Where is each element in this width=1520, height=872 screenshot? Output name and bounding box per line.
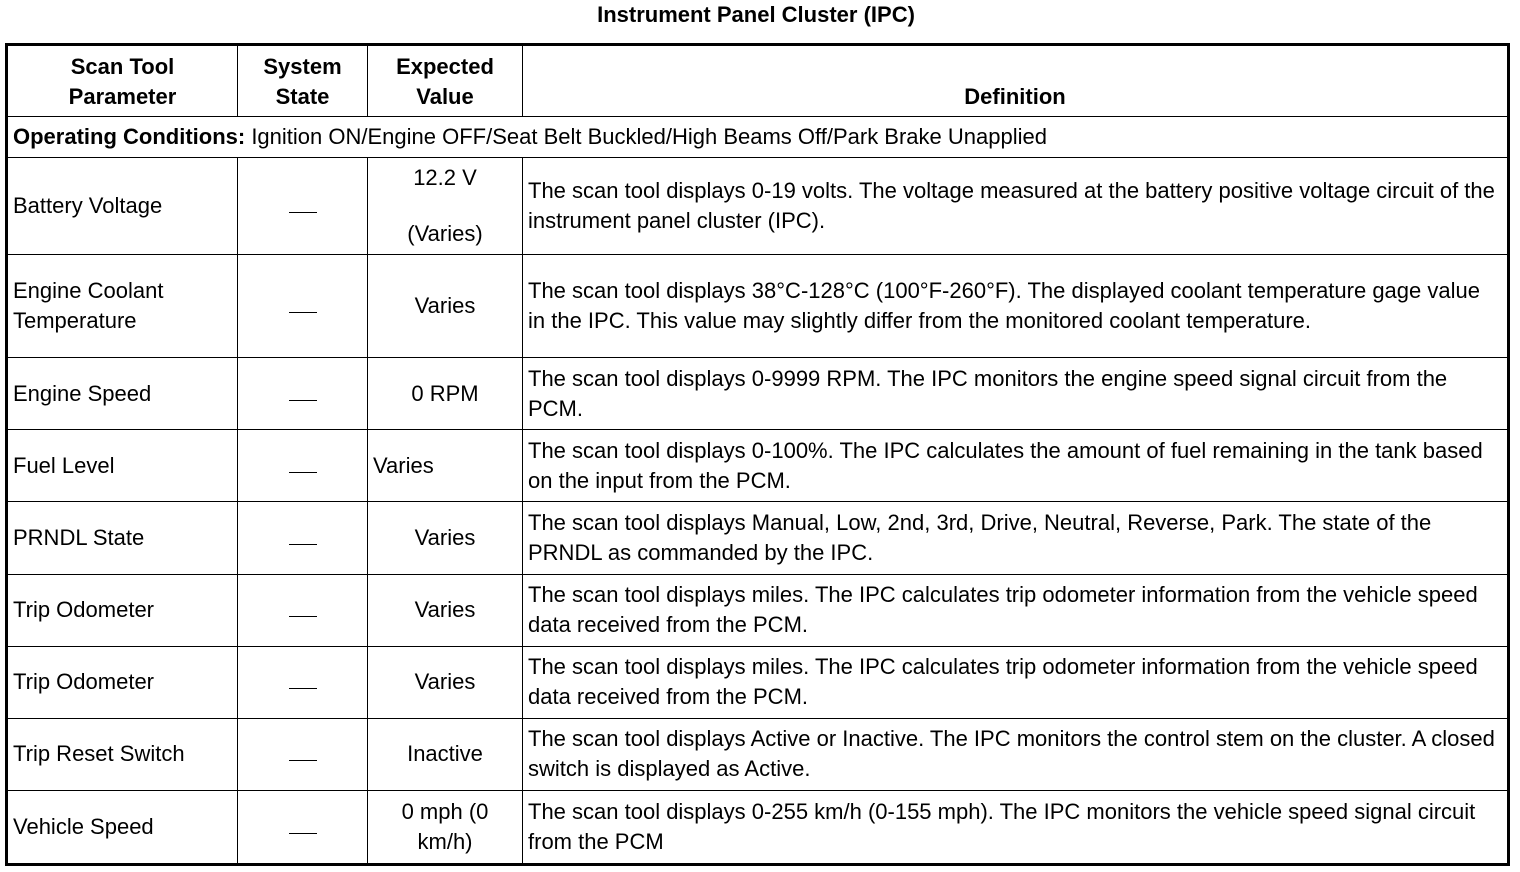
header-param-line2: Parameter: [68, 84, 177, 109]
ipc-parameter-table: [5, 43, 1510, 866]
operating-conditions: [7, 117, 1509, 158]
expected-value-cell: Inactive: [368, 718, 523, 790]
header-state-line2: State: [275, 84, 330, 109]
table-row: [7, 574, 1509, 646]
expected-value-cell: Varies: [368, 255, 523, 358]
expected-value-cell: Varies: [368, 430, 523, 502]
table-row: [7, 158, 1509, 255]
system-state-cell: [238, 358, 368, 430]
param-cell: Trip Odometer: [7, 574, 238, 646]
system-state-cell: [238, 158, 368, 255]
header-expected-line2: Value: [416, 84, 474, 109]
expected-value-note: (Varies): [407, 221, 483, 247]
header-param-line1: Scan Tool: [70, 54, 175, 79]
definition-cell: The scan tool displays miles. The IPC calculates trip odometer information from the vehicle speed data received from the PCM.: [523, 646, 1509, 718]
system-state-cell: [238, 430, 368, 502]
table-row: [7, 255, 1509, 358]
param-cell: Trip Odometer: [7, 646, 238, 718]
operating-conditions-label: Operating Conditions:: [13, 124, 246, 150]
table-row: [7, 718, 1509, 790]
expected-value: 12.2 V: [413, 165, 477, 191]
table-row: [7, 502, 1509, 574]
param-cell: PRNDL State: [7, 502, 238, 574]
definition-cell: The scan tool displays miles. The IPC calculates trip odometer information from the vehicle speed data received from the PCM.: [523, 574, 1509, 646]
expected-value-cell: Varies: [368, 574, 523, 646]
table-row: [7, 358, 1509, 430]
header-state-line1: System: [263, 54, 342, 79]
system-state-cell: [238, 718, 368, 790]
table-row: [7, 790, 1509, 864]
header-system-state: [238, 45, 368, 117]
system-state-cell: [238, 646, 368, 718]
system-state-cell: [238, 255, 368, 358]
definition-cell: The scan tool displays Manual, Low, 2nd, 3rd, Drive, Neutral, Reverse, Park. The state of the PRNDL as commanded by the IPC.: [523, 502, 1509, 574]
param-cell: Fuel Level: [7, 430, 238, 502]
header-row: [7, 45, 1509, 117]
definition-cell: The scan tool displays 0-100%. The IPC calculates the amount of fuel remaining in the tank based on the input from the PCM.: [523, 430, 1509, 502]
definition-cell: The scan tool displays 38°C-128°C (100°F-260°F). The displayed coolant temperature gage value in the IPC. This value may slightly differ from the monitored coolant temperature.: [523, 255, 1509, 358]
table-row: [7, 430, 1509, 502]
param-cell: Vehicle Speed: [7, 790, 238, 864]
em-dash: [289, 312, 317, 313]
em-dash: [289, 833, 317, 834]
header-definition: Definition: [523, 45, 1509, 117]
system-state-cell: [238, 574, 368, 646]
em-dash: [289, 472, 317, 473]
expected-value-cell: 0 RPM: [368, 358, 523, 430]
header-scan-tool-parameter: [7, 45, 238, 117]
definition-cell: The scan tool displays Active or Inactive. The IPC monitors the control stem on the cluster. A closed switch is displayed as Active.: [523, 718, 1509, 790]
definition-cell: The scan tool displays 0-9999 RPM. The IPC monitors the engine speed signal circuit from the PCM.: [523, 358, 1509, 430]
expected-value-cell: 0 mph (0 km/h): [368, 790, 523, 864]
expected-value-cell: Varies: [368, 502, 523, 574]
header-expected-value: [368, 45, 523, 117]
operating-conditions-row: [7, 117, 1509, 158]
system-state-cell: [238, 790, 368, 864]
operating-conditions-text: Ignition ON/Engine OFF/Seat Belt Buckled/High Beams Off/Park Brake Unapplied: [245, 124, 1047, 150]
em-dash: [289, 544, 317, 545]
definition-cell: The scan tool displays 0-255 km/h (0-155 mph). The IPC monitors the vehicle speed signal circuit from the PCM: [523, 790, 1509, 864]
expected-value-cell: [368, 158, 523, 255]
param-cell: Battery Voltage: [7, 158, 238, 255]
param-cell: Engine Speed: [7, 358, 238, 430]
em-dash: [289, 212, 317, 213]
table-row: [7, 646, 1509, 718]
table-title: Instrument Panel Cluster (IPC): [597, 2, 915, 27]
param-cell: Engine Coolant Temperature: [7, 255, 238, 358]
system-state-cell: [238, 502, 368, 574]
definition-cell: The scan tool displays 0-19 volts. The voltage measured at the battery positive voltage circuit of the instrument panel cluster (IPC).: [523, 158, 1509, 255]
expected-value-cell: Varies: [368, 646, 523, 718]
em-dash: [289, 616, 317, 617]
header-expected-line1: Expected: [396, 54, 494, 79]
em-dash: [289, 400, 317, 401]
param-cell: Trip Reset Switch: [7, 718, 238, 790]
em-dash: [289, 760, 317, 761]
em-dash: [289, 688, 317, 689]
